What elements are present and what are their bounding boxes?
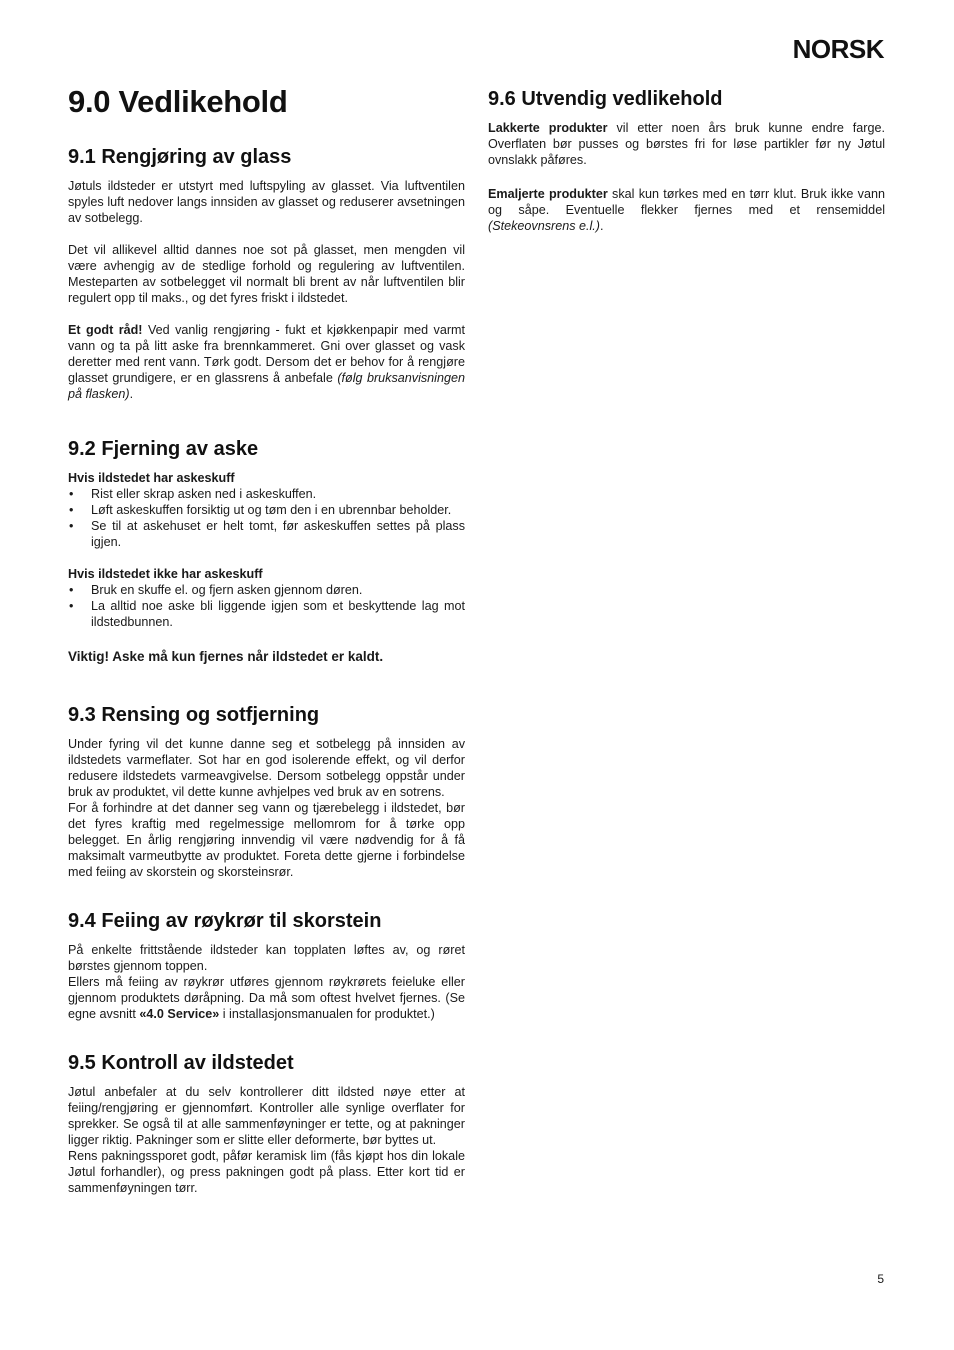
subheading: Hvis ildstedet har askeskuff [68,471,235,485]
paragraph: Rens pakningssporet godt, påfør keramisk lim (fås kjøpt hos din lokale Jøtul forhandler), og press pakningen godt på plass. Etter kort tid er sammenføyningen tørr. [68,1149,465,1195]
text: Ellers må feiing av røykrør utføres gjennom røykrørets feieluke eller gjennom produktets døråpning. Da må som oftest hvelvet fjernes. (Se egne avsnitt [68,975,465,1021]
tip-italic: (følg bruksanvisningen på flasken) [68,371,465,401]
subheading: Hvis ildstedet ikke har askeskuff [68,567,263,581]
paragraph [488,186,885,234]
section-9-2 [68,438,465,666]
cleaner-italic: (Stekeovnsrens e.l.) [488,219,600,233]
list-item: • Se til at askehuset er helt tomt, før askeskuffen settes på plass igjen. [68,518,465,550]
paragraph [488,120,885,168]
paragraph: Det vil allikevel alltid dannes noe sot på glasset, men mengden vil være avhengig av de stedlige forhold og regulering av luftventilen. Mesteparten av sotbelegget vil normalt bli brent av når luftventilen blir regulert opp til maks., og det fyres friskt i ildstedet. [68,243,465,305]
paragraph: På enkelte frittstående ildsteder kan topplaten løftes av, og røret børstes gjennom toppen. [68,943,465,973]
left-column [68,84,465,1196]
text: i installasjonsmanualen for produktet.) [219,1007,435,1021]
paragraph: Jøtul anbefaler at du selv kontrollerer ditt ildsted nøye etter at feiing/rengjøring er gjennomført. Kontroller alle synlige overflater for sprekker. Se også til at alle sammenføyninger er tette, og at pakninger ligger riktig. Pakninger som er slitte eller deformerte, bør byttes ut. [68,1085,465,1147]
tip-paragraph [68,322,465,402]
paragraph: Under fyring vil det kunne danne seg et sotbelegg på innsiden av ildstedets varmeflater. Sot har en god isolerende effekt, og vil derfor redusere ildstedets varmeavgivelse. Dersom sotbelegg oppstår under bruk av produktet, vil dette kunne avhjelpes ved bruk av en sotrens. [68,737,465,799]
text: . [600,219,604,233]
section-9-4 [68,910,465,1022]
list-item: • Rist eller skrap asken ned i askeskuffen. [68,486,465,502]
enamelled-label: Emaljerte produkter [488,187,608,201]
section-9-6 [488,84,885,234]
text: skal kun tørkes med en tørr klut. Bruk ikke vann og såpe. Eventuelle flekker fjernes med et rensemiddel [488,187,885,217]
bullet-list [68,582,465,630]
service-reference: «4.0 Service» [139,1007,220,1021]
paragraph: Jøtuls ildsteder er utstyrt med luftspyling av glasset. Via luftventilen spyles luft nedover langs innsiden av glasset og reduserer avsetningen av sotbelegg. [68,179,465,225]
section-9-3 [68,704,465,880]
section-9-1 [68,146,465,402]
section-heading: 9.2 Fjerning av aske [68,438,259,460]
list-item: • La alltid noe aske bli liggende igjen som et beskyttende lag mot ildstedbunnen. [68,598,465,630]
section-heading: 9.5 Kontroll av ildstedet [68,1052,294,1074]
language-label: NORSK [792,34,884,64]
list-item: • Bruk en skuffe el. og fjern asken gjennom døren. [68,582,465,598]
paragraph [68,974,465,1022]
section-9-5 [68,1052,465,1196]
text: vil etter noen års bruk kunne endre farge. Overflaten bør pusses og børstes fri for løse partikler før ny Jøtul ovnslakk påføres. [488,121,885,167]
section-heading: 9.6 Utvendig vedlikehold [488,88,723,110]
list-item: • Løft askeskuffen forsiktig ut og tøm den i en ubrennbar beholder. [68,502,465,518]
important-note: Viktig! Aske må kun fjernes når ildstedet er kaldt. [68,649,384,664]
page-title: 9.0 Vedlikehold [68,84,288,119]
lacquered-label: Lakkerte produkter [488,121,608,135]
section-heading: 9.3 Rensing og sotfjerning [68,704,320,726]
section-heading: 9.1 Rengjøring av glass [68,146,292,168]
tip-label: Et godt råd! [68,323,143,337]
tip-end: . [129,387,134,401]
section-heading: 9.4 Feiing av røykrør til skorstein [68,910,382,932]
bullet-list [68,486,465,550]
tip-text: Ved vanlig rengjøring - fukt et kjøkkenpapir med varmt vann og ta på litt aske fra brennkammeret. Gni over glasset og vask deretter med rent vann. Tørk godt. Dersom det er behov for å rengjøre glasset grundigere, er en glassrens å anbefale [68,323,466,385]
right-column [488,84,885,234]
page-number: 5 [877,1272,884,1286]
paragraph: For å forhindre at det danner seg vann og tjærebelegg i ildstedet, bør det fyres kraftig med regelmessige mellomrom for å tørke opp belegget. En årlig rengjøring innvendig vil være nødvendig for å få maksimalt varmeutbytte av produktet. Foreta dette gjerne i forbindelse med feiing av skorstein og skorsteinsrør. [68,801,465,879]
